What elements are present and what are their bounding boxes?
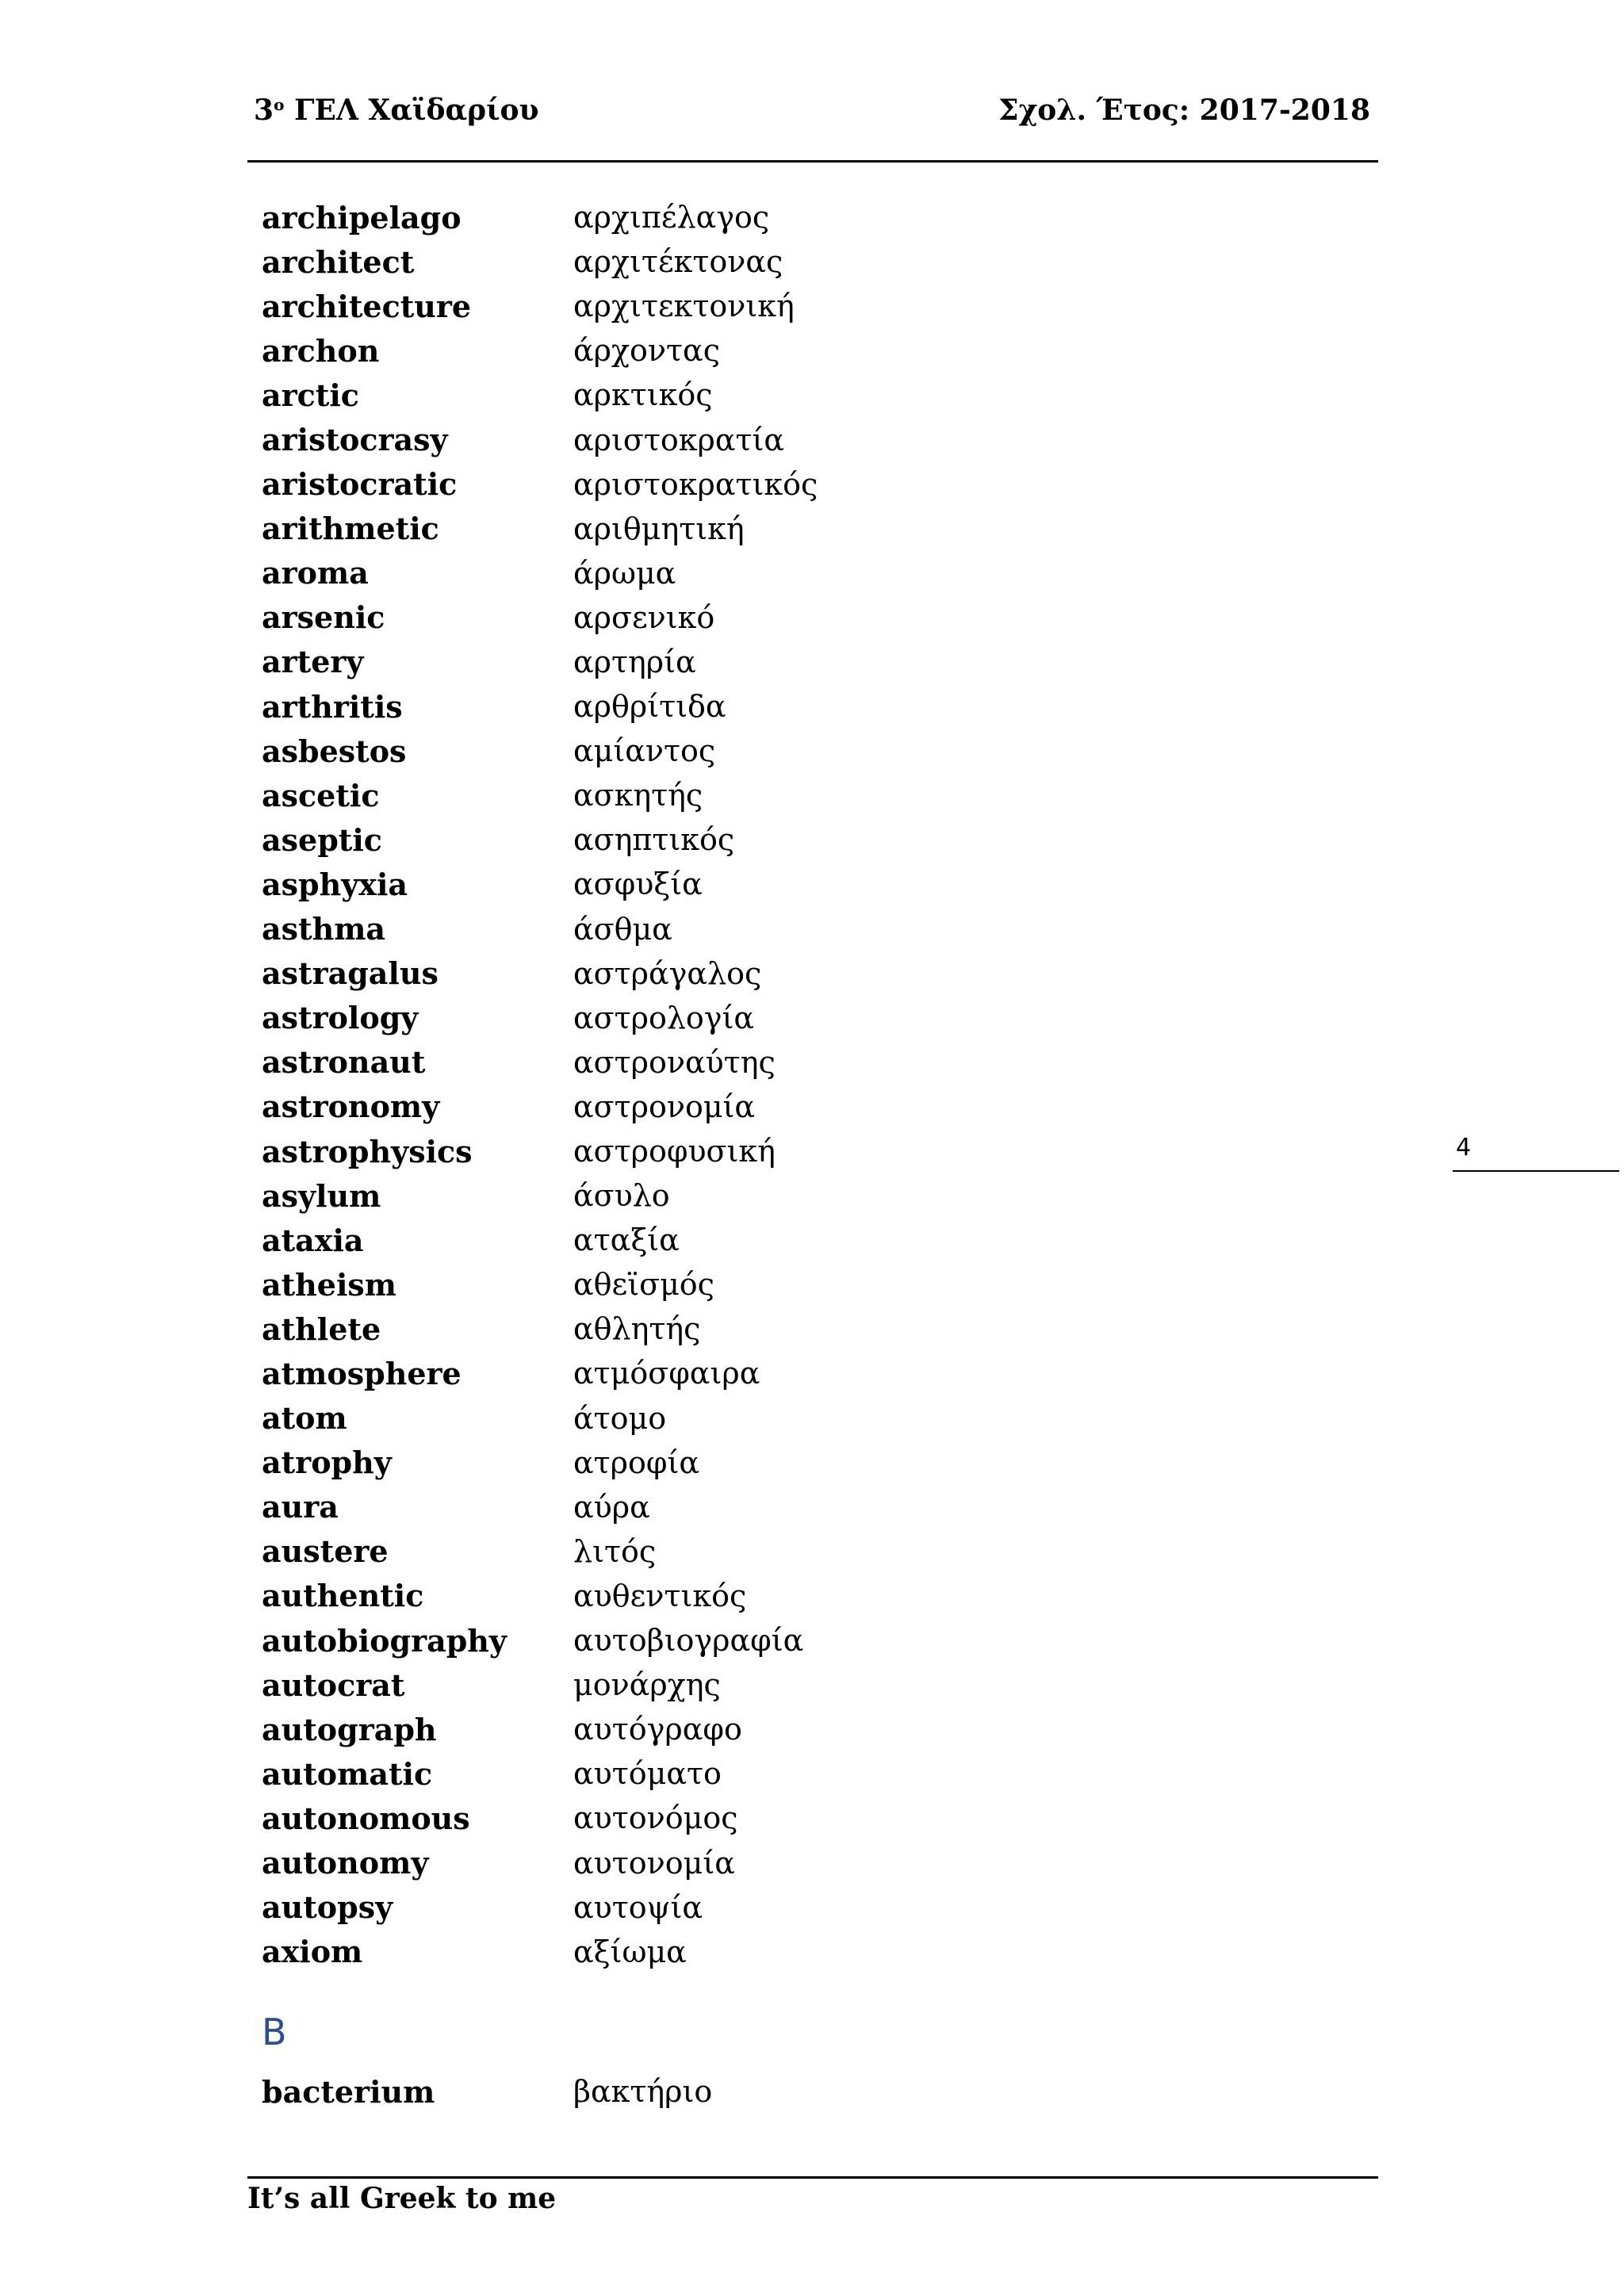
greek-term: ασφυξία <box>573 867 703 902</box>
greek-term: αρχιτεκτονική <box>573 289 795 324</box>
glossary-entry <box>262 1840 818 1885</box>
english-term: athlete <box>262 1311 381 1347</box>
glossary-entry <box>262 1351 818 1395</box>
page-number: 4 <box>1456 1134 1472 1161</box>
english-term: astrology <box>262 1000 419 1036</box>
footer-divider <box>247 2176 1378 2179</box>
glossary-entry <box>262 195 818 239</box>
english-term: astronaut <box>262 1044 426 1081</box>
greek-term: αυτονομία <box>573 1845 735 1881</box>
glossary-entry <box>262 373 818 417</box>
english-term: aseptic <box>262 821 382 858</box>
english-term: aristocratic <box>262 466 458 503</box>
greek-term: άρχοντας <box>573 333 720 369</box>
glossary-entry <box>262 2069 712 2114</box>
greek-term: αυθεντικός <box>573 1578 747 1613</box>
header-school-year: Σχολ. Έτος: 2017-2018 <box>998 94 1370 127</box>
greek-term: αστροναύτης <box>573 1044 776 1080</box>
english-term: automatic <box>262 1755 433 1792</box>
glossary-entry <box>262 595 818 640</box>
english-term: asbestos <box>262 733 407 769</box>
header-school-superscript: ο <box>274 95 285 114</box>
greek-term: αθεϊσμός <box>573 1267 714 1303</box>
header-divider <box>247 160 1378 163</box>
glossary-entry <box>262 417 818 461</box>
english-term: aura <box>262 1489 339 1525</box>
english-term: architecture <box>262 288 472 324</box>
english-term: aroma <box>262 555 369 591</box>
english-term: arctic <box>262 377 359 413</box>
glossary-list-a <box>262 195 818 1974</box>
greek-term: αρσενικό <box>573 599 715 635</box>
greek-term: αριστοκρατικός <box>573 466 818 502</box>
english-term: autocrat <box>262 1667 405 1703</box>
glossary-entry <box>262 1618 818 1663</box>
glossary-entry <box>262 1040 818 1085</box>
english-term: asphyxia <box>262 866 408 902</box>
english-term: austere <box>262 1533 389 1570</box>
english-term: axiom <box>262 1934 363 1970</box>
english-term: architect <box>262 243 415 280</box>
greek-term: αστροφυσική <box>573 1134 776 1169</box>
greek-term: αριθμητική <box>573 511 745 546</box>
header-school-name: ΓΕΛ Χαϊδαρίου <box>293 94 539 127</box>
glossary-entry <box>262 1751 818 1796</box>
glossary-entry <box>262 907 818 951</box>
greek-term: αστράγαλος <box>573 955 762 991</box>
glossary-entry <box>262 1307 818 1351</box>
glossary-entry <box>262 951 818 996</box>
greek-term: άσυλο <box>573 1178 670 1214</box>
english-term: bacterium <box>262 2073 435 2110</box>
greek-term: αύρα <box>573 1489 650 1525</box>
english-term: authentic <box>262 1578 424 1614</box>
greek-term: αστρονομία <box>573 1089 756 1124</box>
english-term: asthma <box>262 911 386 947</box>
greek-term: αυτοβιογραφία <box>573 1623 804 1659</box>
english-term: autopsy <box>262 1889 393 1926</box>
header-school <box>254 94 539 127</box>
english-term: autonomy <box>262 1845 429 1881</box>
greek-term: αμίαντος <box>573 733 716 769</box>
english-term: autobiography <box>262 1622 507 1659</box>
glossary-entry <box>262 284 818 328</box>
glossary-entry <box>262 1885 818 1930</box>
greek-term: άρωμα <box>573 555 676 591</box>
english-term: atrophy <box>262 1445 392 1481</box>
english-term: atom <box>262 1400 347 1437</box>
greek-term: αρτηρία <box>573 644 696 679</box>
english-term: atmosphere <box>262 1355 462 1391</box>
greek-term: ασηπτικός <box>573 822 735 858</box>
glossary-entry <box>262 729 818 773</box>
greek-term: αρχιπέλαγος <box>573 200 770 235</box>
glossary-entry <box>262 551 818 595</box>
greek-term: αθλητής <box>573 1311 701 1347</box>
glossary-entry <box>262 1707 818 1751</box>
glossary-entry <box>262 773 818 817</box>
glossary-entry <box>262 1485 818 1529</box>
greek-term: ασκητής <box>573 778 703 813</box>
page-number-rule <box>1453 1170 1619 1172</box>
english-term: arthritis <box>262 688 403 725</box>
glossary-entry <box>262 1218 818 1262</box>
greek-term: αξίωμα <box>573 1934 687 1969</box>
glossary-entry <box>262 817 818 862</box>
section-heading-b: B <box>262 2011 287 2053</box>
glossary-entry <box>262 239 818 284</box>
greek-term: αταξία <box>573 1223 680 1258</box>
glossary-entry <box>262 507 818 551</box>
greek-term: μονάρχης <box>573 1667 721 1703</box>
greek-term: αρκτικός <box>573 377 713 413</box>
english-term: astronomy <box>262 1089 440 1125</box>
english-term: astrophysics <box>262 1133 473 1169</box>
header-school-number: 3 <box>254 94 274 127</box>
greek-term: ατμόσφαιρα <box>573 1356 760 1391</box>
greek-term: άσθμα <box>573 911 672 947</box>
english-term: artery <box>262 644 364 680</box>
english-term: autonomous <box>262 1800 470 1836</box>
english-term: ataxia <box>262 1222 364 1258</box>
glossary-entry <box>262 1529 818 1574</box>
glossary-entry <box>262 996 818 1040</box>
glossary-entry <box>262 862 818 906</box>
english-term: asylum <box>262 1177 381 1214</box>
english-term: ascetic <box>262 777 380 813</box>
greek-term: αρχιτέκτονας <box>573 244 783 280</box>
greek-term: λιτός <box>573 1533 657 1569</box>
greek-term: αυτόγραφο <box>573 1712 742 1747</box>
english-term: archon <box>262 332 380 369</box>
glossary-entry <box>262 1930 818 1974</box>
glossary-entry <box>262 328 818 373</box>
greek-term: αριστοκρατία <box>573 422 785 457</box>
glossary-entry <box>262 1129 818 1173</box>
greek-term: αρθρίτιδα <box>573 689 726 725</box>
glossary-entry <box>262 1396 818 1441</box>
greek-term: αυτόματο <box>573 1756 722 1792</box>
glossary-entry <box>262 1085 818 1129</box>
greek-term: αυτοψία <box>573 1889 703 1925</box>
glossary-entry <box>262 640 818 684</box>
glossary-entry <box>262 1441 818 1485</box>
english-term: atheism <box>262 1266 397 1303</box>
footer-title: It’s all Greek to me <box>247 2182 557 2215</box>
english-term: archipelago <box>262 199 462 235</box>
english-term: aristocrasy <box>262 422 448 458</box>
greek-term: αυτονόμος <box>573 1800 738 1836</box>
glossary-entry <box>262 1663 818 1707</box>
greek-term: αστρολογία <box>573 1000 755 1035</box>
glossary-entry <box>262 462 818 507</box>
glossary-entry <box>262 1574 818 1618</box>
english-term: autograph <box>262 1711 437 1747</box>
glossary-entry <box>262 1173 818 1218</box>
greek-term: ατροφία <box>573 1445 700 1480</box>
english-term: arithmetic <box>262 511 439 547</box>
glossary-entry <box>262 1796 818 1840</box>
greek-term: άτομο <box>573 1400 667 1436</box>
glossary-entry <box>262 1262 818 1307</box>
glossary-entry <box>262 684 818 729</box>
greek-term: βακτήριο <box>573 2074 713 2110</box>
glossary-list-b <box>262 2069 712 2114</box>
english-term: arsenic <box>262 599 385 636</box>
english-term: astragalus <box>262 955 439 992</box>
